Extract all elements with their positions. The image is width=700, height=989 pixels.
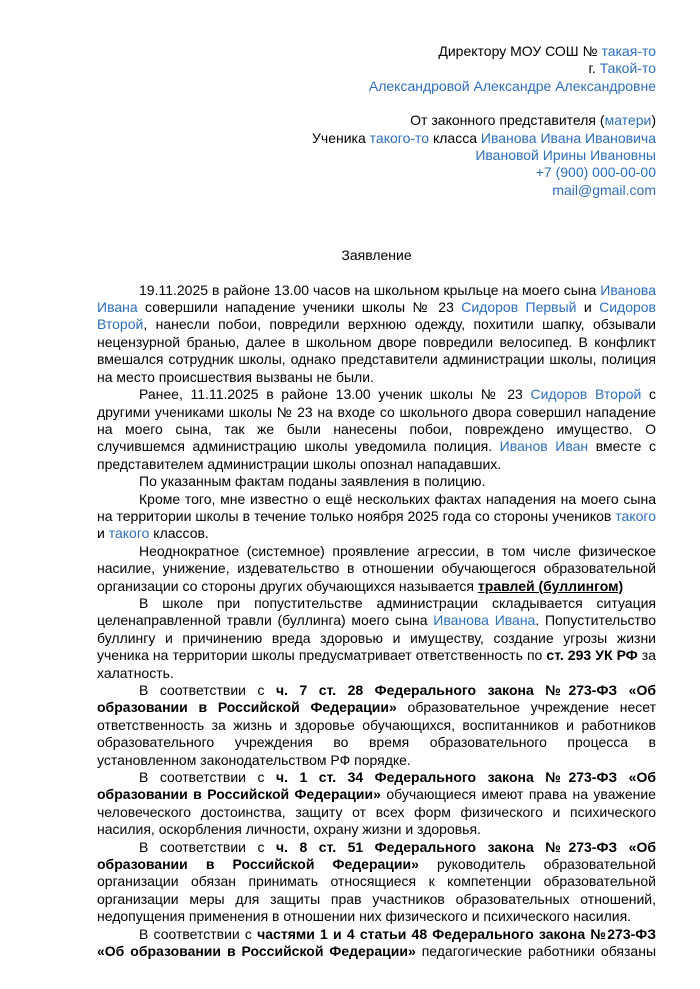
text-run: частями 1 и 4 статьи 48 Федерального закона №273-ФЗ «Об образовании в Российской Федерации» — [97, 925, 657, 960]
paragraph — [97, 769, 656, 839]
text-run: ) — [651, 112, 656, 129]
text-run: руководитель образовательной организации обязан принимать относящиеся к компетенции образовательной организации меры для защиты прав участников образовательных отношений, недопущения применения в отношении них физического и психического насилия. — [97, 856, 656, 925]
text-run: 19.11.2025 в районе 13.00 часов на школьном крыльце на моего сына — [139, 281, 601, 298]
text-run: mail@gmail.com — [552, 181, 656, 198]
text-run: педагогические работники обязаны — [415, 943, 656, 960]
text-run: и — [97, 525, 109, 542]
text-run: В соответствии с — [139, 838, 276, 855]
text-run: ч. 8 ст. 51 Федерального закона №273-ФЗ «Об образовании в Российской Федерации» — [97, 838, 656, 873]
text-run: Иванов Иван — [499, 438, 589, 455]
text-run: Ивановой Ирины Ивановны — [475, 147, 656, 164]
paragraph — [97, 543, 656, 595]
text-run: В соответствии с — [139, 925, 258, 942]
text-run: Александровой Александре Александровне — [368, 77, 656, 94]
paragraph — [97, 682, 656, 769]
text-run: Такой-то — [599, 60, 656, 77]
text-run: г. — [588, 60, 600, 77]
text-run: В соответствии с — [139, 769, 276, 786]
text-run: Неоднократное (системное) проявление агрессии, в том числе физическое насилие, унижение, издевательство в отношении обучающегося образовательной организации со стороны других обучающихся называется — [97, 542, 656, 594]
text-run: Сидоров Второй — [97, 299, 656, 333]
paragraph — [97, 839, 656, 926]
paragraph — [97, 282, 656, 386]
text-run: ч. 7 ст. 28 Федерального закона №273-ФЗ «Об образовании в Российской Федерации» — [97, 682, 656, 716]
text-run: Директору МОУ СОШ № — [438, 43, 602, 59]
text-run: По указанным фактам поданы заявления в полицию. — [139, 473, 486, 490]
text-run: классов. — [149, 525, 209, 542]
text-run: Кроме того, мне известно о ещё нескольких фактах нападения на моего сына на территории школы в течение только ноября 2025 года со стороны учеников — [97, 490, 656, 524]
document-title: Заявление — [341, 247, 412, 264]
text-run: . Попустительство буллингу и причинению вреда здоровью и имуществу, создание угрозы жизни ученика на территории школы предусматривает ответственность по — [97, 612, 656, 664]
text-run: Иванова Ивана — [97, 281, 656, 316]
text-run: Сидоров Первый — [461, 299, 577, 316]
address-line — [97, 182, 656, 199]
recipient-block — [97, 43, 656, 95]
paragraph — [97, 595, 656, 682]
text-run: Ученика — [312, 129, 370, 146]
address-line — [97, 147, 656, 164]
document-body — [97, 282, 656, 961]
text-run: такого — [108, 525, 150, 542]
text-run: ч. 1 ст. 34 Федерального закона №273-ФЗ «Об образовании в Российской Федерации» — [97, 769, 656, 803]
text-run: Ранее, 11.11.2025 в районе 13.00 ученик школы № 23 — [139, 386, 531, 403]
address-line — [97, 78, 656, 95]
sender-block — [97, 112, 656, 199]
text-run: за халатность. — [97, 647, 656, 681]
text-run: и — [576, 299, 600, 316]
paragraph — [97, 926, 656, 961]
text-run: ст. 293 УК РФ — [546, 647, 638, 664]
text-run: вместе с представителем администрации школы опознал нападавших. — [97, 438, 656, 472]
text-run: Сидоров Второй — [530, 386, 642, 403]
address-line — [97, 60, 656, 77]
text-run: Иванова Ивана — [433, 612, 536, 629]
text-run: +7 (900) 000-00-00 — [535, 164, 656, 181]
text-run: такого — [615, 507, 656, 524]
paragraph — [97, 473, 656, 490]
address-line — [97, 130, 656, 147]
address-line — [97, 43, 656, 60]
text-run: такая-то — [601, 43, 656, 59]
text-run: образовательное учреждение несет ответственность за жизнь и здоровье обучающихся, воспитанников и работников образовательного учреждения во время образовательного процесса в установленном законодательством РФ порядке. — [97, 699, 656, 768]
text-run: обучающиеся имеют права на уважение человеческого достоинства, защиту от всех форм физического и психического насилия, оскорбления личности, охрану жизни и здоровья. — [97, 786, 656, 838]
paragraph — [97, 491, 656, 543]
text-run: такого-то — [369, 129, 430, 146]
text-run: В соответствии с — [139, 682, 276, 698]
text-run: совершили нападение ученики школы № 23 — [137, 299, 462, 316]
text-run: В школе при попустительстве администрации складывается ситуация целенаправленной травли (буллинга) моего сына — [97, 594, 656, 629]
text-run: , нанесли побои, повредили верхнюю одежду, похитили шапку, обзывали нецензурной бранью, далее в школьном дворе повредили велосипед. В конфликт вмешался сотрудник школы, однако представители администрации школы, полиция на место происшествия вызваны не были. — [97, 316, 656, 385]
text-run: матери — [604, 112, 652, 129]
text-run: Иванова Ивана Ивановича — [480, 129, 656, 146]
paragraph — [97, 386, 656, 473]
text-run: класса — [429, 129, 481, 146]
text-run: От законного представителя ( — [410, 112, 605, 129]
address-line — [97, 164, 656, 181]
text-run: с другими учениками школы № 23 на входе со школьного двора совершил нападение на моего сына, так же были нанесены побои, повреждено имущество. О случившемся администрацию школы уведомила полиция. — [97, 386, 657, 455]
text-run: травлей (буллингом) — [477, 577, 624, 594]
address-line — [97, 112, 656, 129]
